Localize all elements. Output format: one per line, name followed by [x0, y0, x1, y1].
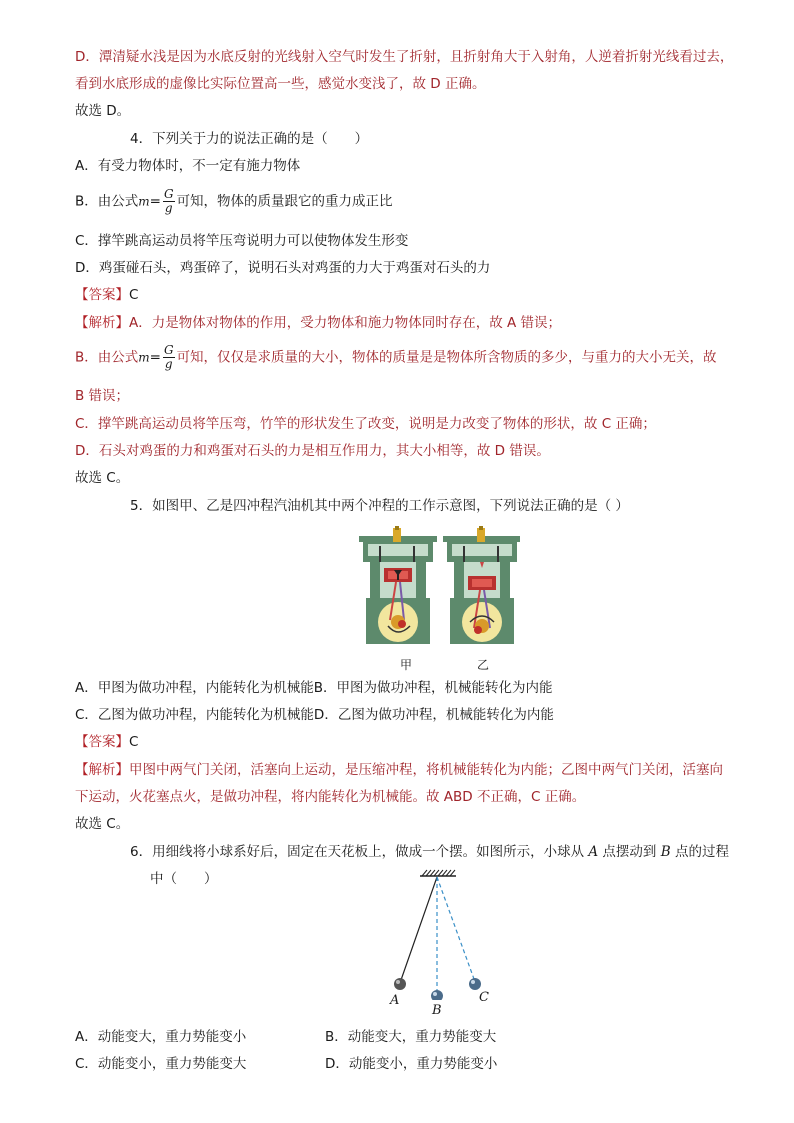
- q3-choose: 故选 D。: [75, 103, 131, 119]
- q6-stem: [130, 842, 729, 862]
- q6-option-c: C．动能变小，重力势能变大: [75, 1056, 247, 1072]
- formula-numerator: G: [163, 187, 174, 201]
- q4-option-b-suffix: 可知，物体的质量跟它的重力成正比: [176, 193, 393, 210]
- label-jia: 甲: [400, 658, 413, 672]
- analysis-tag: 【解析】: [75, 315, 129, 331]
- formula-numerator: G: [163, 343, 174, 357]
- formula-denominator: g: [164, 357, 173, 371]
- q5-choose: 故选 C。: [75, 816, 130, 832]
- q6-stem-pre: 6．用细线将小球系好后，固定在天花板上，做成一个摆。如图所示，小球从: [130, 844, 589, 860]
- q4-option-d: D．鸡蛋碰石头，鸡蛋碎了，说明石头对鸡蛋的力大于鸡蛋对石头的力: [75, 260, 491, 276]
- analysis-a-text: A．力是物体对物体的作用，受力物体和施力物体同时存在，故 A 错误；: [129, 315, 562, 331]
- q5-options-ab: A．甲图为做功冲程，内能转化为机械能B．甲图为做功冲程，机械能转化为内能: [75, 680, 553, 696]
- formula-fraction: [163, 344, 175, 371]
- q6-stem-post: 点的过程: [670, 844, 729, 860]
- q3-option-d-line2: 看到水底形成的虚像比实际位置高一些，感觉水变浅了，故 D 正确。: [75, 76, 486, 92]
- analysis-b-suffix: 可知，仅仅是求质量的大小，物体的质量是是物体所含物质的多少，与重力的大小无关，故: [176, 349, 717, 366]
- q4-analysis-d: D．石头对鸡蛋的力和鸡蛋对石头的力是相互作用力，其大小相等，故 D 错误。: [75, 443, 550, 459]
- q5-answer: [75, 732, 138, 752]
- q6-stem-line2: 中（ ）: [150, 871, 218, 887]
- q6-point-b: B: [660, 844, 671, 860]
- q4-option-b: [75, 188, 393, 215]
- q4-answer: [75, 285, 138, 305]
- analysis-text-1: 甲图中两气门关闭，活塞向上运动，是压缩冲程，将机械能转化为内能；乙图中两气门关闭，活塞向: [129, 762, 723, 778]
- q6-point-a: A: [588, 844, 599, 860]
- formula-m: m: [138, 194, 150, 209]
- formula-eq: =: [149, 193, 161, 210]
- q4-option-b-prefix: B．由公式: [75, 193, 139, 210]
- q5-stem: 5．如图甲、乙是四冲程汽油机其中两个冲程的工作示意图，下列说法正确的是（ ）: [130, 498, 629, 514]
- formula-eq: =: [149, 349, 161, 366]
- engine-diagram: [358, 526, 520, 650]
- q4-analysis-a: [75, 313, 561, 333]
- q6-option-a: A．动能变大，重力势能变小: [75, 1029, 247, 1045]
- q4-analysis-b: [75, 344, 717, 371]
- analysis-b-prefix: B．由公式: [75, 349, 139, 366]
- q4-option-a: A．有受力物体时，不一定有施力物体: [75, 158, 301, 174]
- q5-analysis-line1: [75, 760, 723, 780]
- answer-tag: 【答案】: [75, 734, 129, 750]
- q5-analysis-line2: 下运动，火花塞点火，是做功冲程，将内能转化为机械能。故 ABD 不正确，C 正确。: [75, 789, 586, 805]
- q4-option-c: C．撑竿跳高运动员将竿压弯说明力可以使物体发生形变: [75, 233, 409, 249]
- q6-option-b: B．动能变大，重力势能变大: [325, 1029, 497, 1045]
- q6-stem-mid: 点摆动到: [598, 844, 661, 860]
- answer-tag: 【答案】: [75, 287, 129, 303]
- q4-analysis-c: C．撑竿跳高运动员将竿压弯，竹竿的形状发生了改变，说明是力改变了物体的形状，故 C 正确；: [75, 416, 656, 432]
- q5-options-cd: C．乙图为做功冲程，内能转化为机械能D．乙图为做功冲程，机械能转化为内能: [75, 707, 554, 723]
- formula-fraction: [163, 188, 175, 215]
- formula-denominator: g: [164, 201, 173, 215]
- pendulum-diagram: [386, 868, 496, 1000]
- analysis-tag: 【解析】: [75, 762, 129, 778]
- q4-analysis-b-line2: B 错误；: [75, 388, 130, 404]
- label-yi: 乙: [477, 658, 490, 672]
- q3-option-d-line1: D．潭清疑水浅是因为水底反射的光线射入空气时发生了折射，且折射角大于入射角，人逆着折射光线看过去，: [75, 49, 734, 65]
- q4-choose: 故选 C。: [75, 470, 130, 486]
- answer-value: C: [129, 734, 139, 750]
- answer-value: C: [129, 287, 139, 303]
- formula-m: m: [138, 350, 150, 365]
- engine-jia: [359, 526, 437, 644]
- pendulum-label-c: C: [479, 990, 489, 1005]
- q6-option-d: D．动能变小，重力势能变小: [325, 1056, 498, 1072]
- engine-yi: [443, 526, 520, 644]
- pendulum-label-b: B: [432, 1003, 442, 1018]
- pendulum-label-a: A: [390, 993, 400, 1008]
- q4-stem: 4．下列关于力的说法正确的是（ ）: [130, 131, 369, 147]
